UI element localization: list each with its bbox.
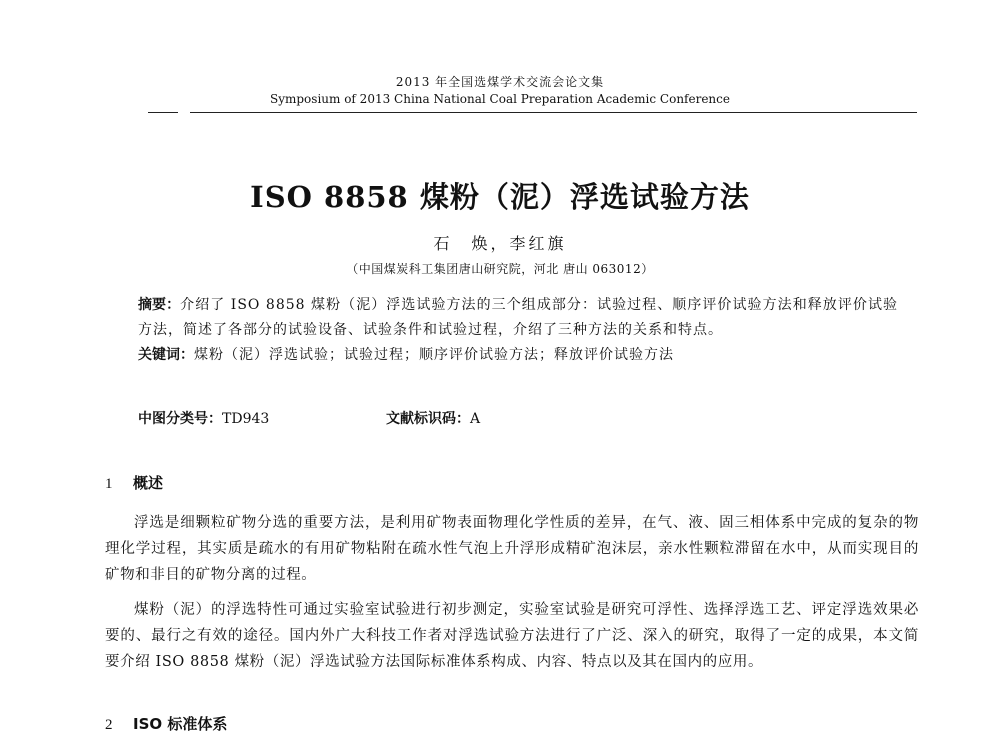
running-head — [0, 74, 1000, 108]
section-1-title: 概述 — [133, 474, 164, 492]
document-code-label: 文献标识码： — [386, 411, 470, 427]
section-1-paragraph-1: 浮选是细颗粒矿物分选的重要方法，是利用矿物表面物理化学性质的差异，在气、液、固三相体系中完成的复杂的物理化学过程，其实质是疏水的有用矿物粘附在疏水性气泡上升浮形成精矿泡沫层，亲水性颗粒滞留在水中，从而实现目的矿物和非目的矿物分离的过程。 — [105, 515, 919, 583]
section-2-title: ISO 标准体系 — [133, 715, 228, 733]
section-1-heading — [105, 472, 163, 493]
header-rule-main — [190, 112, 917, 113]
classification-label: 中图分类号： — [138, 411, 222, 427]
abstract — [138, 293, 898, 343]
keywords-label: 关键词： — [138, 347, 194, 363]
keywords-text: 煤粉（泥）浮选试验；试验过程；顺序评价试验方法；释放评价试验方法 — [194, 347, 674, 363]
section-2-number: 2 — [105, 717, 113, 733]
abstract-label: 摘要： — [138, 297, 181, 313]
paper-title: ISO 8858 煤粉（泥）浮选试验方法 — [250, 180, 750, 214]
classification-value: TD943 — [222, 411, 270, 427]
keywords — [138, 343, 898, 368]
section-1-paragraph-2: 煤粉（泥）的浮选特性可通过实验室试验进行初步测定，实验室试验是研究可浮性、选择浮选工艺、评定浮选效果必要的、最行之有效的途径。国内外广大科技工作者对浮选试验方法进行了广泛、深入的研究，取得了一定的成果，本文简要介绍 ISO 8858 煤粉（泥）浮选试验方法国际标准体系构成、内容、特点以及其在国内的应用。 — [105, 602, 919, 670]
document-code-value: A — [470, 411, 481, 427]
document-code — [386, 408, 480, 428]
running-head-chinese: 2013 年全国选煤学术交流会论文集 — [395, 75, 605, 89]
running-head-english: Symposium of 2013 China National Coal Preparation Academic Conference — [270, 92, 730, 106]
affiliation: （中国煤炭科工集团唐山研究院，河北 唐山 063012） — [346, 262, 654, 276]
abstract-text: 介绍了 ISO 8858 煤粉（泥）浮选试验方法的三个组成部分：试验过程、顺序评价试验方法和释放评价试验方法，简述了各部分的试验设备、试验条件和试验过程，介绍了三种方法的关系和特点。 — [138, 297, 898, 338]
section-1-number: 1 — [105, 476, 113, 492]
authors: 石 焕，李红旗 — [433, 234, 567, 253]
header-rule-left — [148, 112, 178, 113]
abstract-block — [138, 293, 898, 368]
section-2-heading — [105, 713, 227, 734]
classification-row — [138, 408, 481, 428]
